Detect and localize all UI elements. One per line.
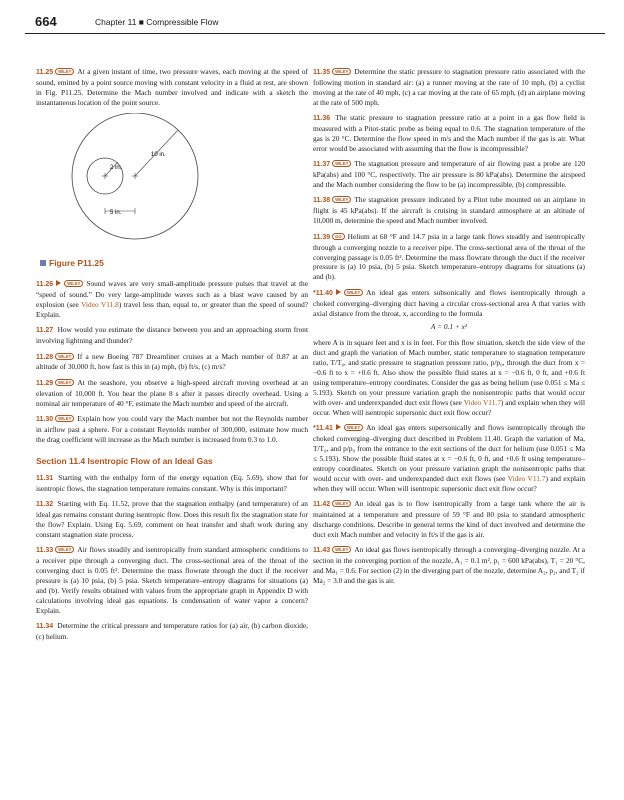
problem-11-30: 11.30 WILEY Explain how you could vary the Mach number but not the Reynolds number in airflow past a sphere. For a constant Reynolds number of 300,000, estimate how much the drag coefficient will increase as the Mach number is increased from 0.3 to 1.0.	[36, 414, 308, 444]
wiley-badge-icon: WILEY	[55, 415, 74, 422]
wiley-badge-icon: WILEY	[344, 424, 363, 431]
problem-11-40-continued: where A is in square feet and x is in feet. For this flow situation, sketch the side view of the duct and graph the variation of Mach number, static temperature to stagnation temperature ratio, T/T₀, and static pressure to stagnation pressure ratio, p/p₀, through the duct from x = −0.6 ft to x = +0.6 ft. Also show the possible fluid states at x = −0.6 ft, 0 ft, and +0.6 ft using temperature–entropy coordinates. Consider the gas as being helium (use 0.051 ≤ Ma ≤ 5.193). Sketch on your pressure variation graph the nonisentropic paths that would occur with over- and underexpanded duct exit flows (see Video V11.7) and explain when they will occur. When will isentropic supersonic duct exit flow occur?	[313, 338, 586, 417]
wiley-badge-icon: WILEY	[55, 546, 74, 553]
dim-5-in: 5 in.	[110, 210, 122, 217]
chapter-title: Chapter 11 ■ Compressible Flow	[95, 17, 219, 27]
square-bullet-icon	[40, 260, 46, 266]
problem-11-36: 11.36 The static pressure to stagnation pressure ratio at a point in a gas flow field is measured with a Pitot-static probe as being equal to 0.6. The stagnation temperature of the gas is 20 °C. Determine the flow speed in m/s and the Mach number if the gas is air. What error would be associated with assuming that the flow is incompressible?	[313, 113, 585, 153]
wiley-badge-icon: WILEY	[64, 280, 83, 287]
video-link[interactable]: Video V11.7	[507, 473, 546, 483]
problem-11-40: *11.40 WILEY An ideal gas enters subsonically and flows isentropically through a choked converging–diverging duct having a circular cross-sectional area A that varies with axial distance from the throat, x, according to the formula	[313, 287, 585, 318]
wiley-go-badge-icon: GO	[332, 233, 345, 240]
video-play-icon[interactable]	[336, 424, 341, 430]
section-heading: Section 11.4 Isentropic Flow of an Ideal Gas	[36, 455, 213, 466]
problem-11-43: 11.43 WILEY An ideal gas flows isentropically through a converging–diverging nozzle. At a section in the converging portion of the nozzle, A₁ = 0.1 m², p₁ = 600 kPa(abs), T₁ = 20 °C, and Ma₁ = 0.6. For section (2) in the diverging part of the nozzle, determine A₂, p₂, and T₂ if Ma₂ = 3.0 and the gas is air.	[313, 545, 585, 585]
video-play-icon[interactable]	[336, 289, 341, 295]
problem-11-38: 11.38 WILEY The stagnation pressure indicated by a Pitot tube mounted on an airplane in flight is 45 kPa(abs). If the aircraft is cruising in standard atmosphere at an altitude of 10,000 m, determine the speed and Mach number involved.	[313, 195, 585, 226]
problem-11-37: 11.37 WILEY The stagnation pressure and temperature of air flowing past a probe are 120 kPa(abs) and 100 °C, respectively. The air pressure is 80 kPa(abs). Determine the airspeed and the Mach number considering the flow to be (a) incompressible, (b) compressible.	[313, 159, 585, 190]
dim-10-in: 10 in.	[151, 152, 166, 159]
area-equation: A = 0.1 + x²	[430, 322, 468, 332]
dim-2-in: 2 in.	[110, 165, 122, 172]
problem-11-27: 11.27 How would you estimate the distance between you and an approaching storm front involving lightning and thunder?	[36, 325, 308, 346]
video-play-icon[interactable]	[56, 280, 61, 286]
figure-p11-25	[36, 113, 308, 269]
wiley-badge-icon: WILEY	[332, 546, 351, 553]
problem-11-41: *11.41 WILEY An ideal gas enters supersonically and flows isentropically through the choked converging–diverging duct described in Problem 11.40. Graph the variation of Ma, T/T₀, and p/p₀ from the entrance to the exit sections of the duct for helium (use 0.051 ≤ Ma ≤ 5.193). Show the possible fluid states at x = −0.6 ft, 0 ft, and +0.6 ft using temperature–entropy coordinates. Sketch on your pressure variation graph the nonisentropic paths that would occur with over- and underexpanded duct exit flows (see Video V11.7) and explain when they will occur. When will isentropic supersonic duct exit flow occur?	[313, 423, 586, 493]
problem-11-32: 11.32 Starting with Eq. 11.52, prove that the stagnation enthalpy (and temperature) of an ideal gas remains constant during isentropic flow. Does this result fix the stagnation state for the flow? Explain. Using Eq. 5.69, comment on heat transfer and shaft work during any constant stagnation state process.	[36, 499, 308, 539]
problem-11-25: 11.25 WILEY At a given instant of time, two pressure waves, each moving at the speed of sound, emitted by a point source moving with constant velocity in a fluid at rest, are shown in Fig. P11.25. Determine the Mach number involved and indicate with a sketch the instantaneous location of the point source.	[36, 67, 308, 107]
problem-11-33: 11.33 WILEY Air flows steadily and isentropically from standard atmospheric conditions to a receiver pipe through a converging duct. The cross-sectional area of the throat of the converging duct is 0.05 ft². Determine the mass flowrate through the duct if the receiver pressure is (a) 10 psia, (b) 5 psia. Sketch temperature–entropy diagrams for situations (a) and (b). Verify results obtained with values from the appropriate graph in Appendix D with calculations involving ideal gas equations. Is condensation of water vapor a concern? Explain.	[36, 545, 308, 615]
right-column	[313, 67, 585, 591]
page-number: 664	[35, 14, 57, 29]
wiley-badge-icon: WILEY	[55, 68, 74, 75]
problem-11-28: 11.28 WILEY If a new Boeing 787 Dreamliner cruises at a Mach number of 0.87 at an altitude of 30,000 ft, how fast is this in (a) mph, (b) ft/s, (c) m/s?	[36, 351, 308, 372]
problem-11-39: 11.39 GO Helium at 68 °F and 14.7 psia in a large tank flows steadily and isentropically through a converging nozzle to a receiver pipe. The cross-sectional area of the throat of the converging passage is 0.05 ft². Determine the mass flowrate through the duct if the receiver pressure is (a) 10 psia, (b) 5 psia. Sketch temperature–entropy diagrams for situations (a) and (b).	[313, 231, 585, 282]
problem-11-31: 11.31 Starting with the enthalpy form of the energy equation (Eq. 5.69), show that for isentropic flows, the stagnation temperature remains constant. Why is this important?	[36, 472, 308, 493]
figure-label: Figure P11.25	[40, 259, 104, 269]
wiley-badge-icon: WILEY	[332, 160, 351, 167]
wiley-badge-icon: WILEY	[55, 353, 74, 360]
wiley-badge-icon: WILEY	[344, 289, 363, 296]
problem-11-29: 11.29 WILEY At the seashore, you observe a high-speed aircraft moving overhead at an elevation of 10,000 ft. You hear the plane 8 s after it passes directly overhead. Using a nominal air temperature of 40 °F, estimate the Mach number and speed of the aircraft.	[36, 377, 308, 408]
wiley-badge-icon: WILEY	[55, 379, 74, 386]
wiley-badge-icon: WILEY	[332, 68, 351, 75]
page-header	[25, 14, 600, 34]
wiley-badge-icon: WILEY	[332, 500, 351, 507]
video-link[interactable]: Video V11.8	[81, 299, 119, 309]
problem-11-42: 11.42 WILEY An ideal gas is to flow isentropically from a large tank where the air is maintained at a temperature and pressure of 59 °F and 80 psia to standard atmospheric discharge conditions. Describe in general terms the kind of duct involved and determine the duct exit Mach number and velocity in ft/s if the gas is air.	[313, 498, 585, 539]
pressure-waves-diagram	[50, 113, 270, 253]
left-column	[36, 67, 308, 647]
video-link[interactable]: Video V11.7	[463, 397, 501, 407]
problem-11-26: 11.26 WILEY Sound waves are very small-amplitude pressure pulses that travel at the “speed of sound.” Do very large-amplitude waves such as a blast wave caused by an explosion (see Video V11.8) travel less than, equal to, or greater than the speed of sound? Explain.	[36, 279, 309, 319]
problem-11-35: 11.35 WILEY Determine the static pressure to stagnation pressure ratio associated with the following motion in standard air: (a) a runner moving at the rate of 10 mph, (b) a cyclist moving at the rate of 40 mph, (c) a car moving at the rate of 65 mph, (d) an airplane moving at the rate of 500 mph.	[313, 67, 585, 107]
wiley-badge-icon: WILEY	[332, 196, 351, 203]
header-rule	[25, 33, 605, 34]
problem-11-34: 11.34 Determine the critical pressure and temperature ratios for (a) air, (b) carbon dioxide, (c) helium.	[36, 621, 308, 641]
